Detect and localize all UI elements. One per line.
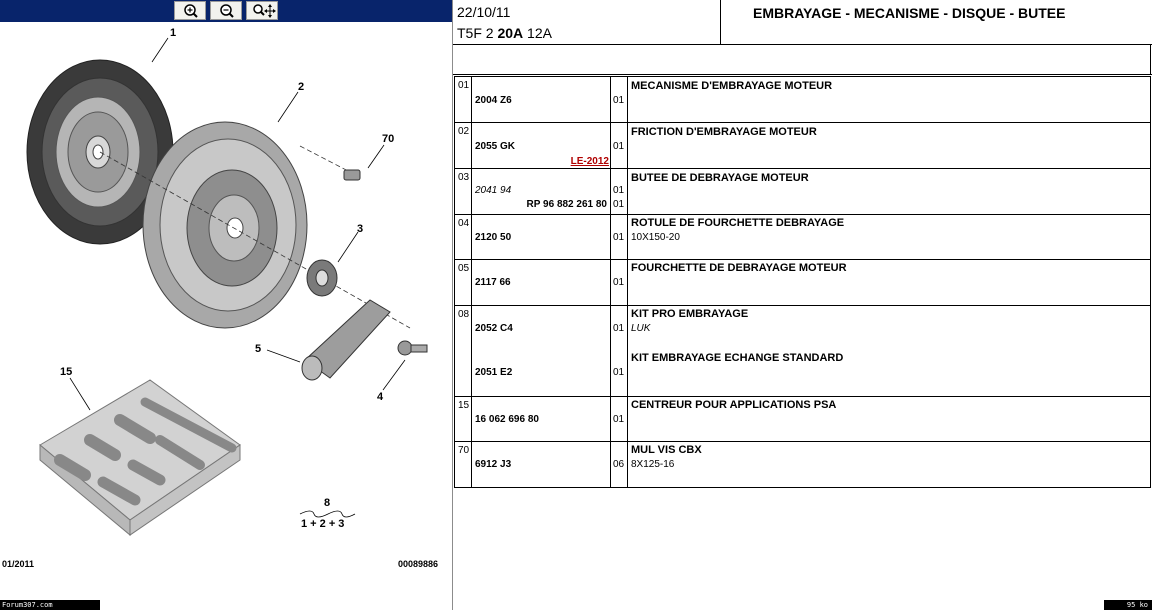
part-description: MUL VIS CBX	[631, 444, 702, 456]
zoom-out-icon	[212, 3, 240, 19]
callout-8: 8	[324, 497, 331, 509]
part-description: BUTEE DE DEBRAYAGE MOTEUR	[631, 172, 809, 184]
part-description: CENTREUR POUR APPLICATIONS PSA	[631, 399, 837, 411]
centering-tool-kit-drawing	[40, 380, 240, 535]
callout-5: 5	[255, 343, 262, 355]
row-position: 01	[458, 80, 470, 91]
row-position: 70	[458, 445, 470, 456]
callout-1: 2	[298, 81, 305, 93]
exploded-view-diagram	[0, 22, 452, 600]
part-brand: LUK	[631, 323, 651, 334]
part-reference-alt[interactable]: 2051 E2	[475, 367, 513, 378]
zoom-pan-button[interactable]	[246, 1, 278, 20]
page-title-box	[720, 0, 1152, 44]
zoom-in-button[interactable]	[174, 1, 206, 20]
row-quantity-alt: 01	[613, 199, 625, 210]
parts-table	[454, 76, 1151, 488]
part-spec: 10X150-20	[631, 232, 680, 243]
status-bar-size: 95 ko	[1104, 600, 1152, 610]
zoom-in-icon	[176, 3, 204, 19]
zoom-pan-icon	[248, 3, 276, 19]
header-date: 22/10/11	[457, 4, 511, 20]
callout-70: 70	[382, 133, 395, 145]
row-quantity: 01	[613, 414, 625, 425]
table-row[interactable]	[455, 169, 1151, 215]
part-reference[interactable]: 16 062 696 80	[475, 414, 539, 425]
part-reference[interactable]: 2117 66	[475, 277, 511, 288]
diagram-pane	[0, 0, 452, 610]
callout-3: 3	[357, 223, 364, 235]
model-suffix: 12A	[527, 25, 552, 41]
part-description-alt: KIT EMBRAYAGE ECHANGE STANDARD	[631, 352, 844, 364]
header-box-edge	[1150, 44, 1151, 74]
table-row[interactable]	[455, 306, 1151, 397]
zoom-out-button[interactable]	[210, 1, 242, 20]
header-divider	[453, 74, 1152, 75]
row-quantity: 01	[613, 141, 625, 152]
row-quantity: 06	[613, 459, 625, 470]
row-quantity: 01	[613, 277, 625, 288]
row-position: 15	[458, 400, 470, 411]
callout-4: 4	[377, 391, 384, 403]
row-position: 02	[458, 126, 470, 137]
table-row[interactable]	[455, 123, 1151, 169]
pressure-plate-drawing	[143, 122, 307, 328]
diagram-footer-ref: 00089886	[398, 559, 439, 569]
diagram-toolbar	[0, 0, 452, 22]
table-row[interactable]	[455, 442, 1151, 488]
header-model	[457, 25, 552, 41]
ball-stud-drawing	[398, 341, 427, 355]
status-bar-site: Forum307.com	[0, 600, 100, 610]
header-divider	[453, 44, 1152, 45]
pane-divider	[452, 0, 453, 610]
callout-2: 1	[170, 27, 177, 39]
part-reference[interactable]: 2120 50	[475, 232, 512, 243]
row-position: 03	[458, 172, 470, 183]
part-reference-alt[interactable]: RP 96 882 261 80	[526, 199, 607, 210]
row-position: 05	[458, 263, 470, 274]
table-row[interactable]	[455, 397, 1151, 442]
row-quantity: 01	[613, 95, 625, 106]
bolt-drawing	[344, 170, 360, 180]
row-quantity: 01	[613, 232, 625, 243]
row-position: 04	[458, 218, 470, 229]
callout-8-composition: 1 + 2 + 3	[301, 518, 345, 530]
row-quantity: 01	[613, 185, 625, 196]
part-reference[interactable]: 2052 C4	[475, 323, 513, 334]
callout-15: 15	[60, 366, 73, 378]
part-reference[interactable]: 2055 GK	[475, 141, 516, 152]
row-quantity: 01	[613, 323, 625, 334]
table-row[interactable]	[455, 215, 1151, 260]
le-2012-link[interactable]: LE-2012	[570, 156, 609, 167]
part-spec: 8X125-16	[631, 459, 675, 470]
table-row[interactable]	[455, 77, 1151, 123]
part-description: ROTULE DE FOURCHETTE DEBRAYAGE	[631, 217, 845, 229]
model-prefix: T5F 2	[457, 25, 494, 41]
part-reference[interactable]: 2004 Z6	[475, 95, 512, 106]
row-quantity-alt: 01	[613, 367, 625, 378]
part-description: FRICTION D'EMBRAYAGE MOTEUR	[631, 126, 817, 138]
model-engine: 20A	[497, 25, 524, 41]
part-reference[interactable]: 6912 J3	[475, 459, 512, 470]
page-title: EMBRAYAGE - MECANISME - DISQUE - BUTEE	[753, 5, 1066, 21]
part-reference[interactable]: 2041 94	[475, 185, 512, 196]
diagram-footer-date: 01/2011	[2, 559, 35, 569]
part-description: FOURCHETTE DE DEBRAYAGE MOTEUR	[631, 262, 847, 274]
part-description: MECANISME D'EMBRAYAGE MOTEUR	[631, 80, 833, 92]
table-row[interactable]	[455, 260, 1151, 306]
part-description: KIT PRO EMBRAYAGE	[631, 308, 749, 320]
row-position: 08	[458, 309, 470, 320]
